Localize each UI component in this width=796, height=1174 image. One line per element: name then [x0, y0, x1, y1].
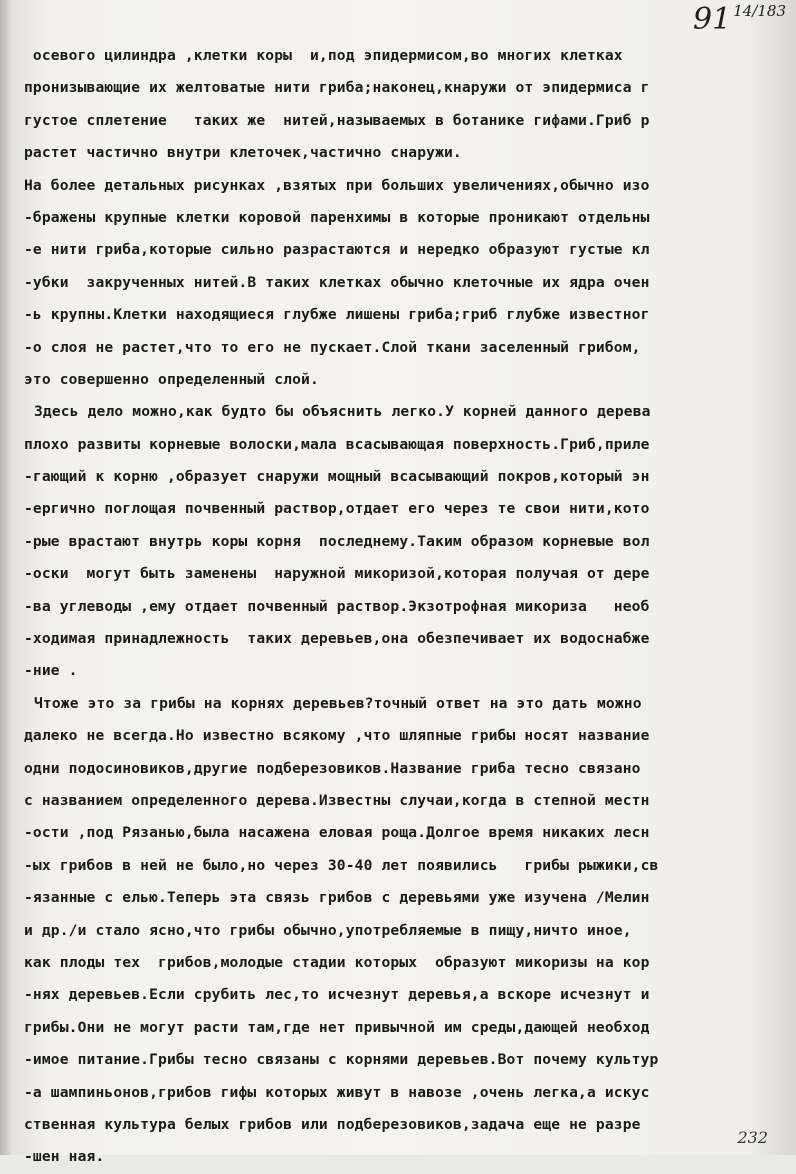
- text-line-11: это совершенно определенный слой.: [24, 370, 319, 388]
- text-line-35: -шен ная.: [24, 1148, 105, 1166]
- handwritten-folio-number: [693, 2, 786, 37]
- text-line-16: -рые врастают внутрь коры корня последнему.Таким образом корневые вол: [24, 532, 650, 550]
- text-line-4: растет частично внутри клеточек,частично снаружи.: [24, 144, 462, 162]
- text-line-28: и др./и стало ясно,что грибы обычно,употребляемые в пищу,ничто иное,: [24, 921, 632, 939]
- text-line-7: -е нити гриба,которые сильно разрастаются и нередко образуют густые кл: [24, 241, 650, 259]
- text-line-14: -гающий к корню ,образует снаружи мощный всасывающий покров,который эн: [24, 468, 650, 486]
- handwritten-page-number: 232: [737, 1128, 768, 1147]
- text-line-9: -ь крупны.Клетки находящиеся глубже лишены гриба;гриб глубже известног: [24, 306, 650, 324]
- folio-sub-number: 14/183: [733, 2, 786, 20]
- text-line-34: ственная культура белых грибов или подберезовиков,задача еще не разре: [24, 1115, 641, 1133]
- text-line-13: плохо развиты корневые волоски,мала всасывающая поверхность.Гриб,приле: [24, 435, 650, 453]
- text-line-21: Чтоже это за грибы на корнях деревьев?точный ответ на это дать можно: [34, 694, 642, 712]
- text-line-6: -бражены крупные клетки коровой паренхимы в которые проникают отдельны: [24, 208, 650, 226]
- text-line-26: -ых грибов в ней не было,но через 30-40 лет появились грибы рыжики,св: [24, 856, 659, 874]
- text-line-8: -убки закрученных нитей.В таких клетках обычно клеточные их ядра очен: [24, 273, 650, 291]
- text-line-20: -ние .: [24, 662, 78, 680]
- text-line-32: -имое питание.Грибы тесно связаны с корнями деревьев.Вот почему культур: [24, 1051, 659, 1069]
- text-line-18: -ва углеводы ,ему отдает почвенный раствор.Экзотрофная микориза необ: [24, 597, 650, 615]
- text-line-22: далеко не всегда.Но известно всякому ,что шляпные грибы носят название: [24, 727, 650, 745]
- text-line-12: Здесь дело можно,как будто бы объяснить легко.У корней данного дерева: [34, 403, 651, 421]
- text-line-31: грибы.Они не могут расти там,где нет привычной им среды,дающей необход: [24, 1018, 650, 1036]
- folio-number: 91: [693, 2, 732, 37]
- text-line-3: густое сплетение таких же нитей,называемых в ботанике гифами.Гриб р: [24, 111, 650, 129]
- text-line-24: с названием определенного дерева.Известны случаи,когда в степной местн: [24, 791, 650, 809]
- text-line-2: пронизывающие их желтоватые нити гриба;наконец,кнаружи от эпидермиса г: [24, 79, 650, 97]
- text-line-15: -ергично поглощая почвенный раствор,отдает его через те свои нити,кото: [24, 500, 650, 518]
- text-line-33: -а шампиньонов,грибов гифы которых живут в навозе ,очень легка,а искус: [24, 1083, 650, 1101]
- text-line-27: -язанные с елью.Теперь эта связь грибов с деревьями уже изучена /Мелин: [24, 889, 650, 907]
- text-line-10: -о слоя не растет,что то его не пускает.Слой ткани заселенный грибом,: [24, 338, 641, 356]
- text-line-29: как плоды тех грибов,молодые стадии которых образуют микоризы на кор: [24, 953, 650, 971]
- text-line-25: -ости ,под Рязанью,была насажена еловая роща.Долгое время никаких лесн: [24, 824, 650, 842]
- typewritten-text: [24, 40, 796, 1174]
- text-line-19: -ходимая принадлежность таких деревьев,она обезпечивает их водоснабже: [24, 630, 650, 648]
- text-line-23: одни подосиновиков,другие подберезовиков.Название гриба тесно связано: [24, 759, 641, 777]
- binding-shadow: [0, 0, 12, 1155]
- text-line-17: -оски могут быть заменены наружной микоризой,которая получая от дере: [24, 565, 650, 583]
- text-line-30: -нях деревьев.Если срубить лес,то исчезнут деревья,а вскоре исчезнут и: [24, 986, 650, 1004]
- text-line-5: На более детальных рисунках ,взятых при больших увеличениях,обычно изо: [24, 176, 650, 194]
- text-line-1: осевого цилиндра ,клетки коры и,под эпидермисом,во многих клетках: [24, 47, 623, 64]
